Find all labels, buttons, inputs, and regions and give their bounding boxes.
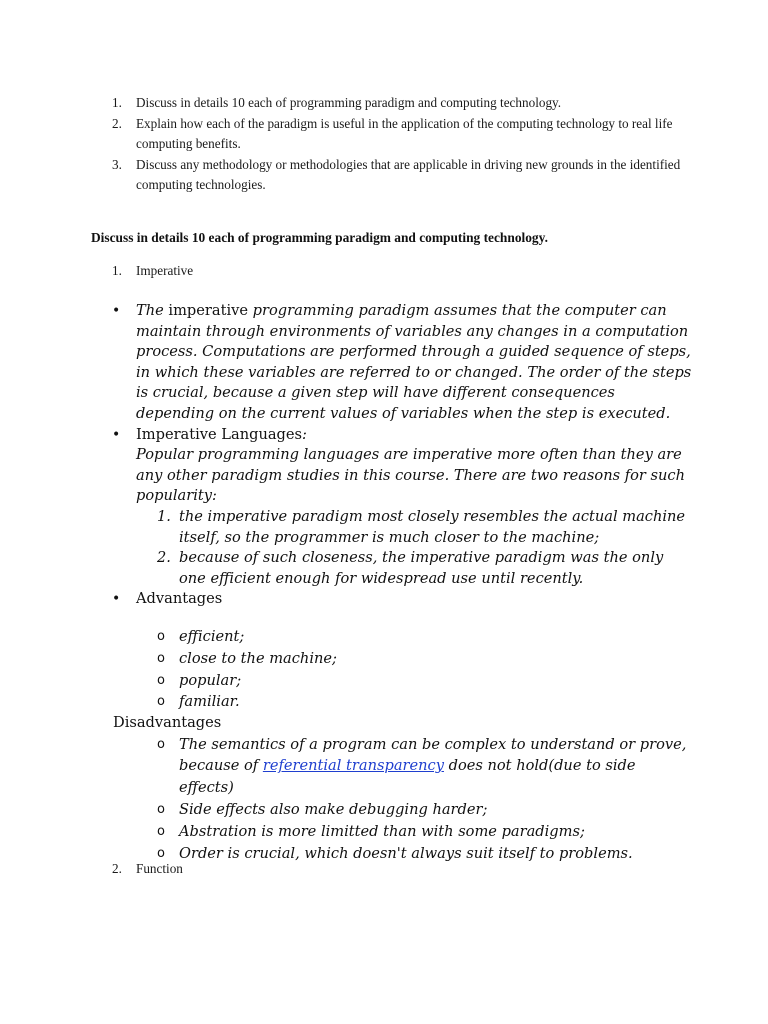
document-body	[112, 301, 692, 864]
bullet-title: Imperative Languages	[136, 425, 303, 443]
bullet-advantages	[112, 589, 692, 610]
advantages-title: Advantages	[136, 590, 223, 608]
circle-bullet-icon: o	[157, 845, 165, 861]
advantage-item	[157, 648, 692, 670]
circle-bullet-icon: o	[157, 672, 165, 688]
list-number: 1.	[112, 95, 122, 110]
list-number: 2.	[157, 549, 171, 567]
section-label-imperative	[112, 262, 193, 280]
bullet-icon: •	[112, 426, 121, 443]
bullet-colon: :	[302, 425, 307, 443]
question-text: Discuss any methodology or methodologies that are applicable in driving new grounds in the identified computing technologies.	[136, 156, 681, 192]
question-item	[112, 155, 692, 196]
advantage-text: popular;	[179, 671, 242, 689]
spacer	[112, 610, 692, 626]
circle-bullet-icon: o	[157, 628, 165, 644]
section-heading: Discuss in details 10 each of programming paradigm and computing technology.	[91, 230, 548, 245]
disadvantage-item	[157, 734, 692, 799]
bullet-icon: •	[112, 303, 121, 319]
bullet-icon: •	[112, 591, 121, 608]
advantage-item	[157, 670, 692, 692]
advantage-text: familiar.	[179, 693, 240, 711]
bullet-imperative-languages	[112, 425, 692, 507]
advantage-item	[157, 691, 692, 713]
disadvantage-text: Side effects also make debugging harder;	[179, 801, 488, 819]
list-number: 2.	[112, 115, 122, 131]
circle-bullet-icon: o	[157, 650, 165, 666]
question-text: Discuss in details 10 each of programming paradigm and computing technology.	[136, 95, 562, 110]
bullet-rest: programming paradigm assumes that the computer can maintain through environments of variables any changes in a computation process. Computations are performed through a guided sequence of steps, in which these variables are referred to or changed. The order of the steps is crucial, because a given step will have different consequences depending on the current values of variables when the step is executed.	[136, 302, 692, 422]
disadvantages-title: Disadvantages	[113, 714, 222, 732]
bold-term: imperative	[168, 302, 248, 319]
disadvantage-item	[157, 821, 692, 843]
bullet-paragraph: Popular programming languages are imperative more often than they are any other paradigm studies in this course. There are two reasons for such popularity:	[136, 446, 685, 505]
numbered-subitem	[157, 548, 692, 589]
circle-bullet-icon: o	[157, 802, 165, 818]
bullet-imperative-definition	[112, 301, 692, 425]
disadvantage-item	[157, 843, 692, 865]
list-number: 1.	[112, 263, 122, 278]
advantage-text: efficient;	[179, 627, 245, 645]
bullet-text	[136, 301, 692, 425]
list-number: 2.	[112, 861, 122, 876]
disadvantage-text: Order is crucial, which doesn't always suit itself to problems.	[179, 844, 633, 862]
numbered-subitem	[157, 507, 692, 548]
advantage-item	[157, 626, 692, 648]
subitem-text: because of such closeness, the imperative paradigm was the only one efficient enough for widespread use until recently.	[179, 549, 664, 587]
section-label-text: Imperative	[136, 263, 194, 278]
circle-bullet-icon: o	[157, 694, 165, 710]
list-number: 3.	[112, 156, 122, 172]
circle-bullet-icon: o	[157, 823, 165, 839]
disadvantage-text-pre: The semantics of a program can be complex to understand or prove, because of	[179, 735, 687, 775]
disadvantage-text	[179, 734, 692, 799]
question-item	[112, 114, 692, 155]
section-label-text: Function	[136, 861, 183, 876]
referential-transparency-link[interactable]: referential transparency	[262, 757, 444, 775]
circle-bullet-icon: o	[157, 736, 165, 752]
bullet-text	[136, 425, 692, 507]
question-text: Explain how each of the paradigm is useful in the application of the computing technology to real life computing benefits.	[136, 115, 673, 151]
section-label-function	[112, 860, 183, 878]
subitem-text: the imperative paradigm most closely resembles the actual machine itself, so the programmer is much closer to the machine;	[179, 507, 686, 546]
question-item	[112, 93, 692, 114]
list-number: 1.	[157, 507, 171, 525]
question-list	[112, 93, 692, 196]
bullet-lead: The	[136, 302, 164, 319]
disadvantage-text-post: does not hold(due to side effects)	[179, 757, 636, 797]
advantage-text: close to the machine;	[179, 649, 337, 667]
disadvantage-text: Abstration is more limitted than with some paradigms;	[179, 822, 585, 840]
disadvantage-item	[157, 799, 692, 821]
